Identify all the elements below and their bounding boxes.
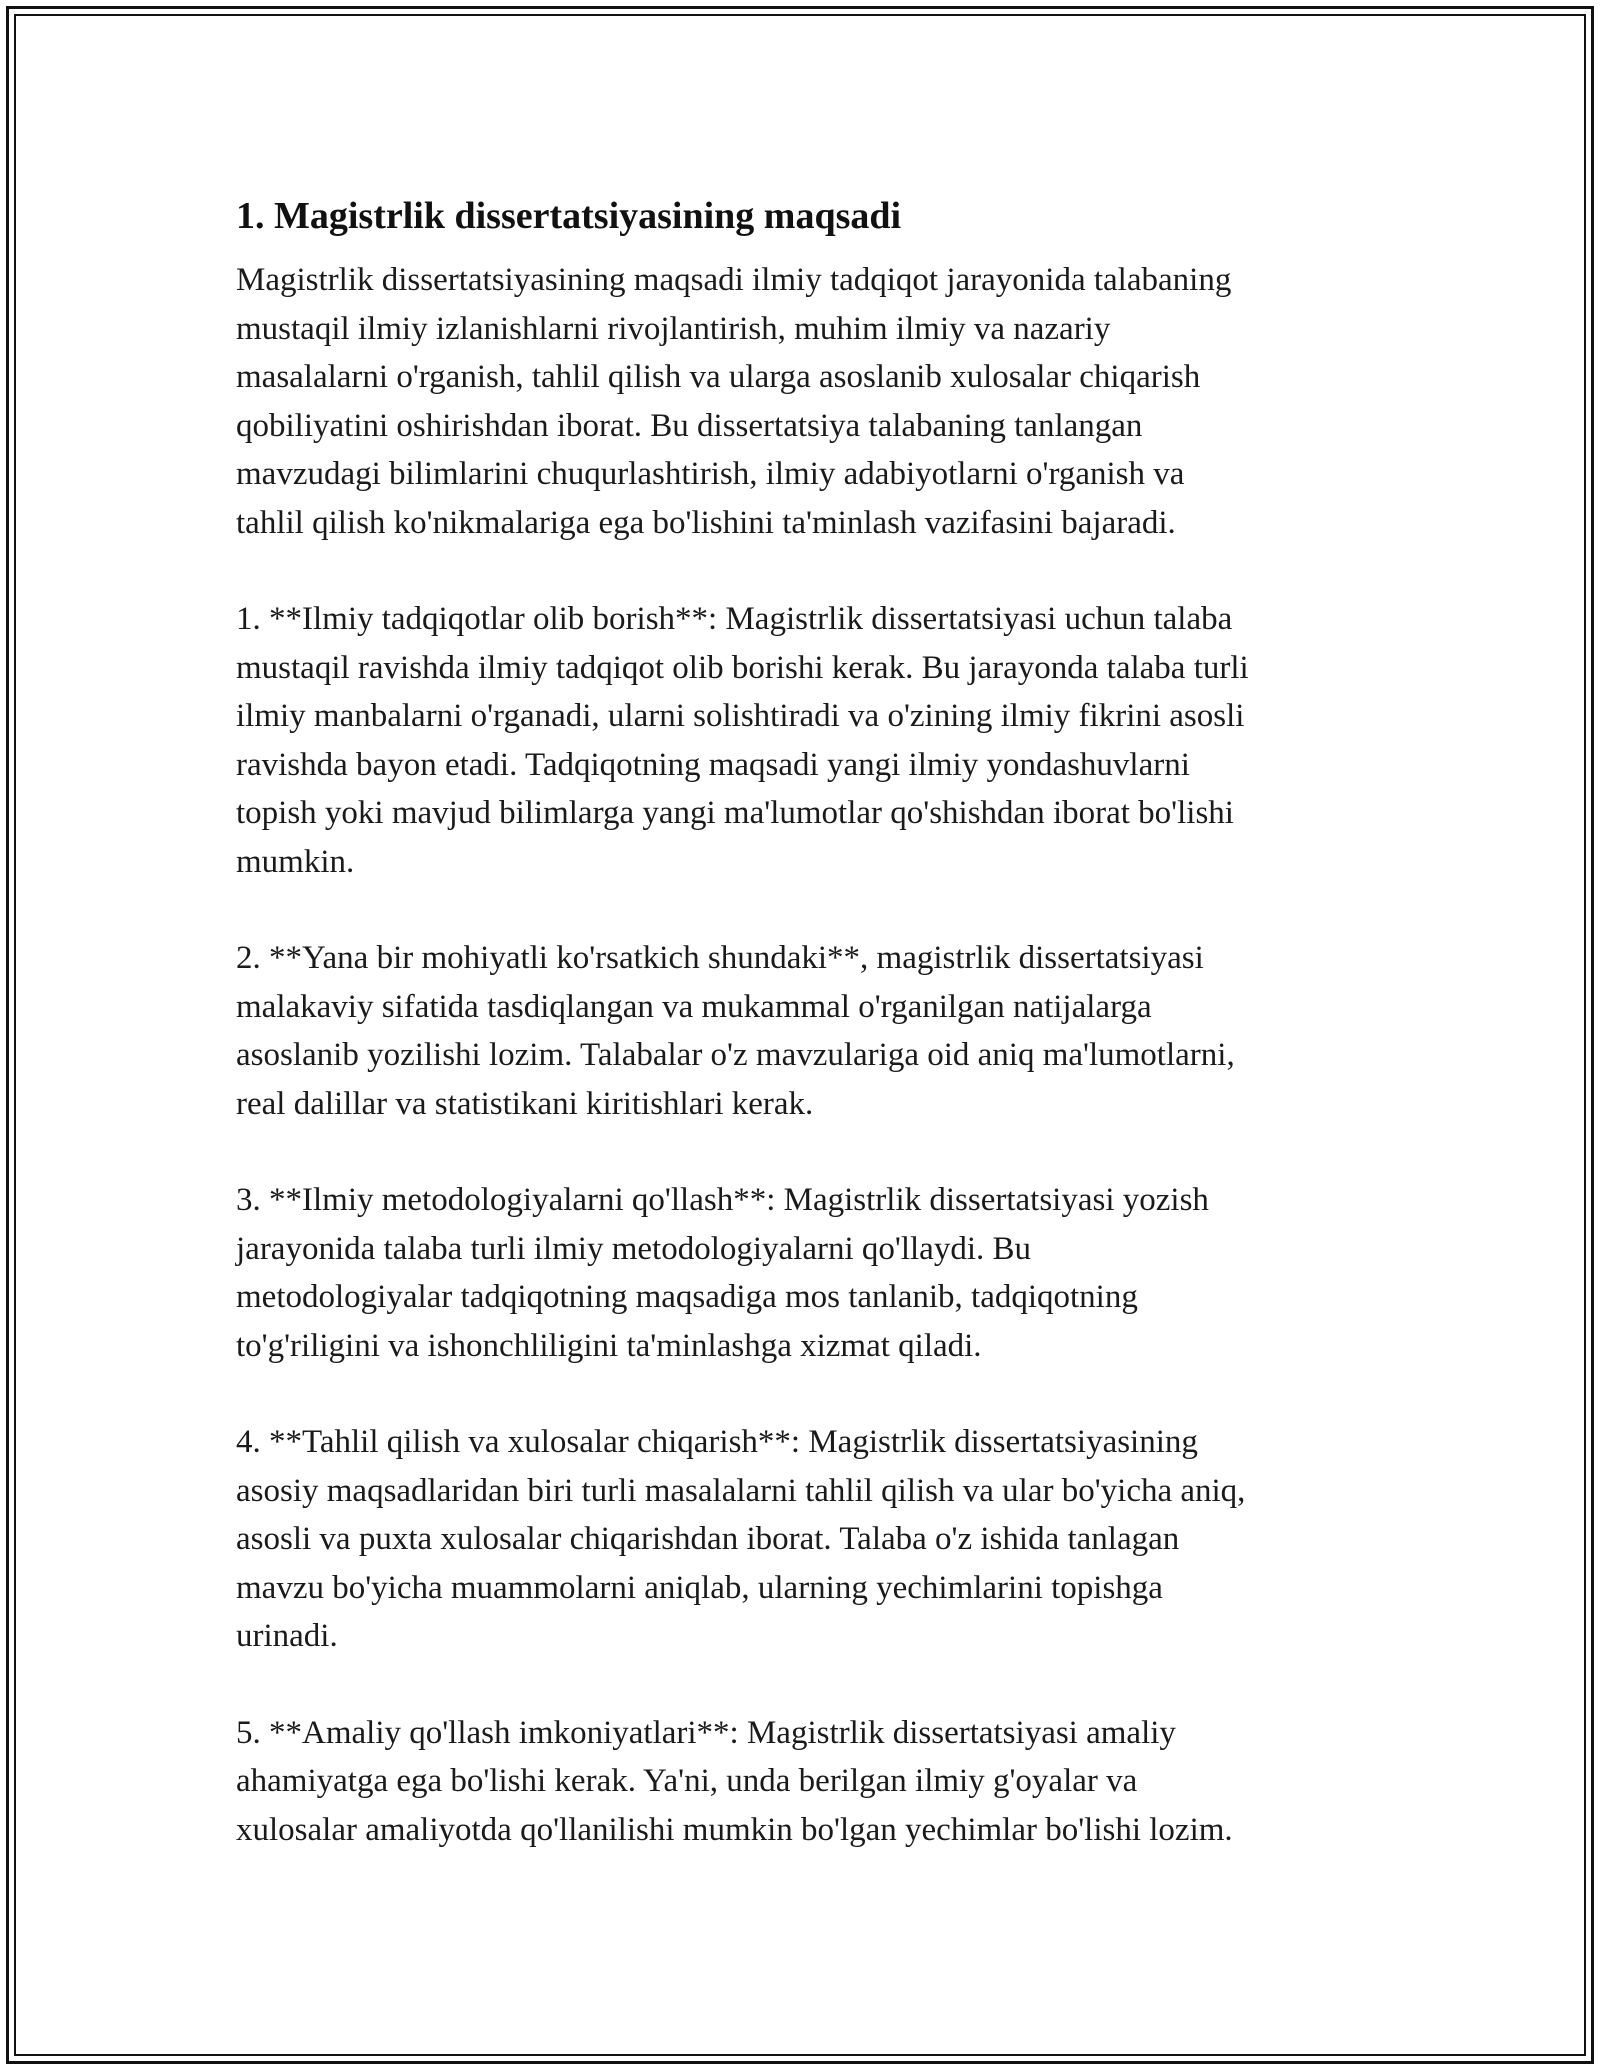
point-1-paragraph: 1. **Ilmiy tadqiqotlar olib borish**: Magistrlik dissertatsiyasi uchun talaba mustaqil ravishda ilmiy tadqiqot olib borishi kerak. Bu jarayonda talaba turli ilmiy manbalarni o'rganadi, ularni solishtiradi va o'zining ilmiy fikrini asosli ravishda bayon etadi. Tadqiqotning maqsadi yangi ilmiy yondashuvlarni topish yoki mavjud bilimlarga yangi ma'lumotlar qo'shishdan iborat bo'lishi mumkin.: [236, 601, 1249, 880]
point-2-paragraph: 2. **Yana bir mohiyatli ko'rsatkich shundaki**, magistrlik dissertatsiyasi malakaviy sifatida tasdiqlangan va mukammal o'rganilgan natijalarga asoslanib yozilishi lozim. Talabalar o'z mavzulariga oid aniq ma'lumotlarni, real dalillar va statistikani kiritishlari kerak.: [236, 940, 1235, 1122]
intro-paragraph: Magistrlik dissertatsiyasining maqsadi ilmiy tadqiqot jarayonida talabaning mustaqil ilmiy izlanishlarni rivojlantirish, muhim ilmiy va nazariy masalalarni o'rganish, tahlil qilish va ularga asoslanib xulosalar chiqarish qobiliyatini oshirishdan iborat. Bu dissertatsiya talabaning tanlangan mavzudagi bilimlarini chuqurlashtirish, ilmiy adabiyotlarni o'rganish va tahlil qilish ko'nikmalariga ega bo'lishini ta'minlash vazifasini bajaradi.: [236, 262, 1232, 541]
section-heading: 1. Magistrlik dissertatsiyasining maqsadi: [236, 195, 902, 237]
document-body: [236, 186, 1386, 1854]
point-4-paragraph: 4. **Tahlil qilish va xulosalar chiqarish**: Magistrlik dissertatsiyasining asosiy maqsadlaridan biri turli masalalarni tahlil qilish va ular bo'yicha aniq, asosli va puxta xulosalar chiqarishdan iborat. Talaba o'z ishida tanlagan mavzu bo'yicha muammolarni aniqlab, ularning yechimlarini topishga urinadi.: [236, 1424, 1246, 1654]
point-5-paragraph: 5. **Amaliy qo'llash imkoniyatlari**: Magistrlik dissertatsiyasi amaliy ahamiyatga ega bo'lishi kerak. Ya'ni, unda berilgan ilmiy g'oyalar va xulosalar amaliyotda qo'llanilishi mumkin bo'lgan yechimlar bo'lishi lozim.: [236, 1714, 1233, 1848]
point-3-paragraph: 3. **Ilmiy metodologiyalarni qo'llash**: Magistrlik dissertatsiyasi yozish jarayonida talaba turli ilmiy metodologiyalarni qo'llaydi. Bu metodologiyalar tadqiqotning maqsadiga mos tanlanib, tadqiqotning to'g'riligini va ishonchliligini ta'minlashga xizmat qiladi.: [236, 1182, 1209, 1364]
